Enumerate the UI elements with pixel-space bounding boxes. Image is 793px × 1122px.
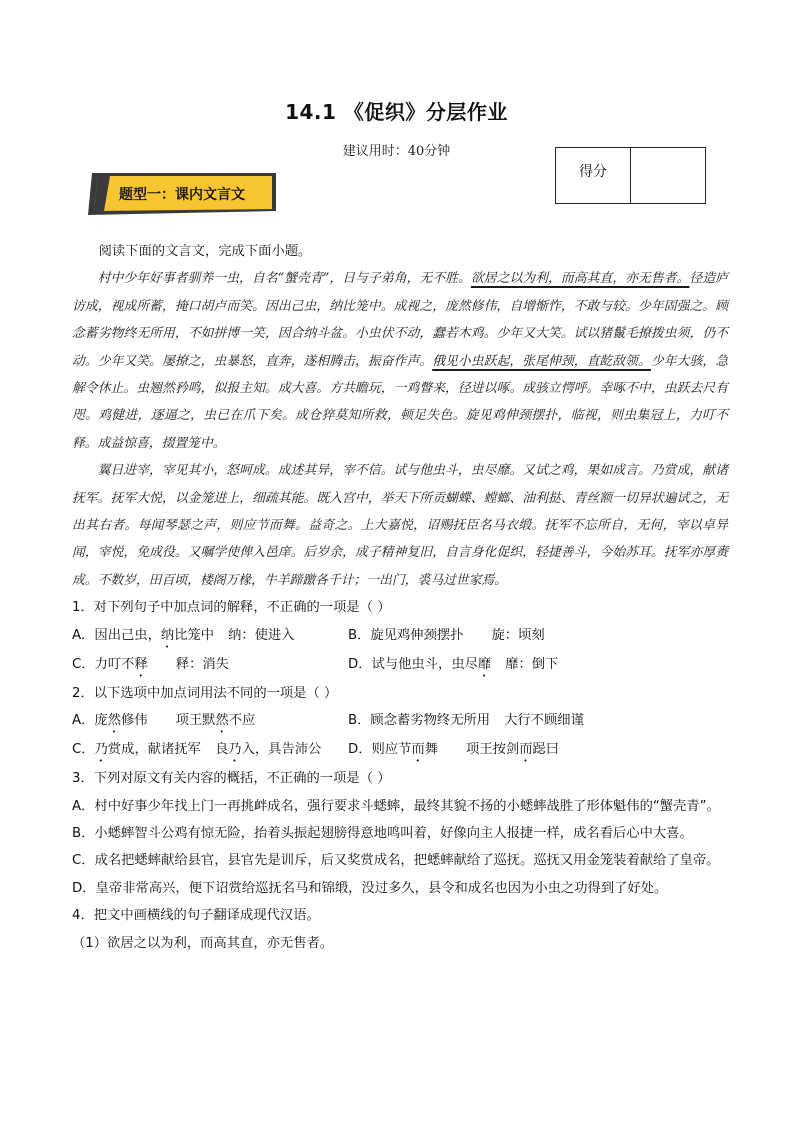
q2-option-c <box>72 736 348 765</box>
question-2-options-cd <box>72 736 728 765</box>
score-label: 得分 <box>556 148 631 203</box>
question-2-options-ab <box>72 707 728 736</box>
option-text: 赏成，献诸抚军 <box>107 742 201 758</box>
q2-option-b <box>348 707 584 736</box>
dotted-word: 靡 <box>477 656 492 672</box>
option-text: C．力叮不 <box>72 656 135 672</box>
underlined-sentence-2: 俄见小虫跃起，张尾伸颈，直龁敌领。 <box>432 353 651 369</box>
q1-option-d <box>348 651 558 680</box>
option-text: A．因出己虫， <box>72 627 161 643</box>
option-text: D．则应节 <box>348 742 412 758</box>
option-explanation: 释：消失 <box>175 656 229 672</box>
passage-paragraph-1 <box>72 265 728 457</box>
q1-option-b <box>348 622 545 651</box>
dotted-word: 而 <box>519 742 533 758</box>
question-1-options-ab <box>72 622 728 651</box>
q2-option-d <box>348 736 559 765</box>
suggested-time: 建议用时：40分钟 <box>342 144 451 159</box>
option-pair: 良 <box>214 742 229 758</box>
reading-instruction: 阅读下面的文言文，完成下面小题。 <box>98 244 312 259</box>
question-4-sub-1: （1）欲居之以为利，而高其直，亦无售者。 <box>72 935 334 951</box>
dotted-word: 释 <box>134 656 148 672</box>
option-explanation: 纳：使进入 <box>228 627 295 643</box>
passage-paragraph-2: 翼日进宰，宰见其小，怒呵成。成述其异，宰不信。试与他虫斗，虫尽靡。又试之鸡，果如成言。乃赏成，献诸抚军。抚军大悦，以金笼进上，细疏其能。既入宫中，举天下所贡蝴蝶、螳螂、油利挞、青丝额一切异状遍试之，无出其右者。每闻琴瑟之声，则应节而舞。益奇之。上大嘉悦，诏赐抚臣名马衣缎。抚军不忘所自，无何，宰以卓异闻，宰悦，免成役。又嘱学使俾入邑庠。后岁余，成子精神复旧，自言身化促织，轻捷善斗，今始苏耳。抚军亦厚赉成。不数岁，田百顷，楼阁万椽，牛羊蹄躈各千计；一出门，裘马过世家焉。 <box>72 463 728 588</box>
q3-option-c: C．成名把蟋蟀献给县官，县官先是训斥，后又奖赏成名，把蟋蟀献给了巡抚。巡抚又用金笼装着献给了皇帝。 <box>72 853 720 869</box>
question-1-options-cd <box>72 651 728 680</box>
passage-text: 径造庐访成，视成所蓄，掩口胡卢而笑。因出己虫，纳比笼中。成视之，庞然修伟，自增惭怍，不敢与较。少年固强之。顾念蓄劣物终无所用，不如拼博一笑，因合纳斗盆。小虫伏不动，蠢若木鸡。少年又大笑。试以猪鬣毛撩拨虫须，仍不动。少年又笑。屡撩之，虫暴怒，直奔，遂相腾击，振奋作声。 <box>72 271 728 369</box>
option-pair: 入，具告沛公 <box>241 742 322 758</box>
q3-option-b: B．小蟋蟀智斗公鸡有惊无险，抬着头振起翅膀得意地鸣叫着，好像向主人报捷一样，成名看后心中大喜。 <box>72 825 693 841</box>
option-text: C． <box>72 742 95 758</box>
option-pair: 项王按剑 <box>466 742 520 758</box>
banner-label: 题型一：课内文言文 <box>119 187 245 203</box>
passage-text: 村中少年好事者驯养一虫，自名“蟹壳青”，日与子弟角，无不胜。 <box>97 271 471 287</box>
main-content <box>72 238 728 957</box>
question-3-stem: 3．下列对原文有关内容的概括，不正确的一项是（ ） <box>72 771 391 787</box>
q1-option-a <box>72 622 348 651</box>
underlined-sentence-1: 欲居之以为利，而高其直，亦无售者。 <box>470 271 690 287</box>
option-text: 修伟 <box>121 713 148 729</box>
q2-option-a <box>72 707 348 736</box>
page-title: 14.1 《促织》分层作业 <box>285 100 508 124</box>
dotted-word: 然 <box>107 713 121 729</box>
option-text: 舞 <box>424 742 439 758</box>
dotted-word: 然 <box>215 713 229 729</box>
question-2-stem: 2．以下选项中加点词用法不同的一项是（ ） <box>72 685 338 701</box>
option-text: B．旋见鸡伸颈摆扑 <box>348 627 464 643</box>
option-text: 比笼中 <box>174 627 215 643</box>
option-explanation: 旋：顷刻 <box>491 627 545 643</box>
dotted-word: 乃 <box>94 742 108 758</box>
option-text: D．试与他虫斗，虫尽 <box>348 656 478 672</box>
option-pair: 不应 <box>228 713 256 729</box>
option-text: B．顾念蓄劣物终无所用 <box>348 713 491 729</box>
option-pair: 大行不顾细谨 <box>504 713 584 729</box>
score-box <box>555 147 706 204</box>
option-explanation: 靡：倒下 <box>505 656 559 672</box>
question-4-stem: 4．把文中画横线的句子翻译成现代汉语。 <box>72 908 320 924</box>
option-pair: 项王默 <box>175 713 216 729</box>
dotted-word: 乃 <box>228 742 242 758</box>
q3-option-d: D．皇帝非常高兴，便下诏赏给巡抚名马和锦缎，没过多久，县令和成名也因为小虫之功得到了好处。 <box>72 880 668 896</box>
question-1-stem: 1．对下列句子中加点词的解释，不正确的一项是（ ） <box>72 600 391 616</box>
dotted-word: 纳 <box>160 627 175 643</box>
option-text: A．庞 <box>72 713 108 729</box>
q3-option-a: A．村中好事少年找上门一再挑衅成名，强行要求斗蟋蟀，最终其貌不扬的小蟋蟀战胜了形体魁伟的“蟹壳青”。 <box>72 798 720 814</box>
dotted-word: 而 <box>411 742 425 758</box>
passage-text: 少年大骇，急解令休止。虫翘然矜鸣，似报主知。成大喜。方共瞻玩，一鸡瞥来，径进以啄。成骇立愕呼。幸啄不中，虫跃去尺有咫。鸡健进，逐逼之，虫已在爪下矣。成仓猝莫知所救，顿足失色。旋见鸡伸颈摆扑，临视，则虫集冠上，力叮不释。成益惊喜，掇置笼中。 <box>72 353 729 451</box>
q1-option-c <box>72 651 348 680</box>
option-pair: 跽曰 <box>532 742 560 758</box>
section-banner <box>88 173 276 215</box>
score-value-cell <box>631 148 705 203</box>
